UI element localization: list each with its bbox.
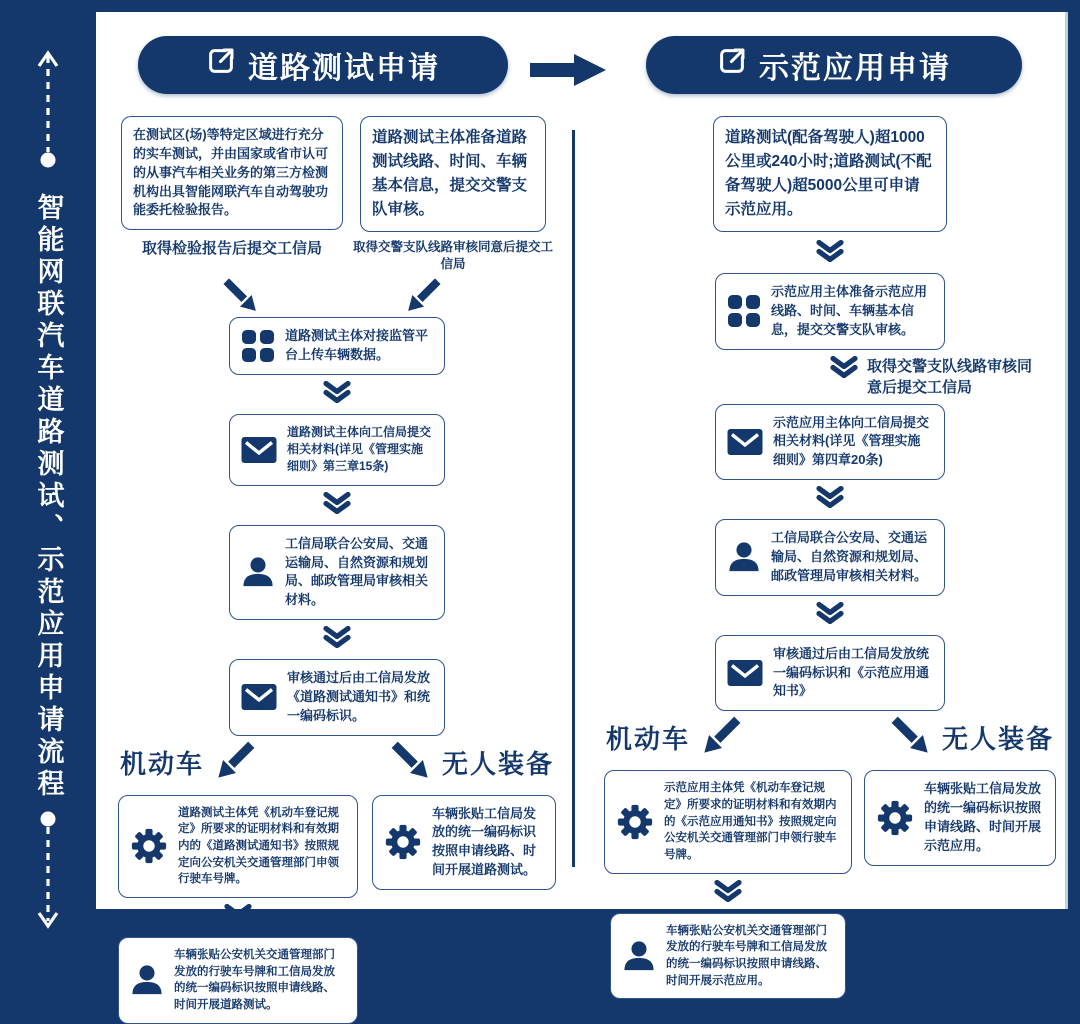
joint-review-step: [229, 525, 445, 620]
unmanned-step: [372, 795, 556, 890]
step-text: 道路测试主体凭《机动车登记规定》所要求的证明材料和有效期内的《道路测试通知书》按照规定向公安机关交通管理部门申领行驶车号牌。: [178, 806, 339, 886]
step-text: 示范应用主体向工信局提交相关材料(详见《管理实施细则》第四章20条): [773, 414, 930, 468]
demo-unmanned-step: [864, 770, 1056, 865]
motor-label: 机动车: [606, 724, 691, 755]
test-report-box: 在测试区(场)等特定区域进行充分的实车测试，并由国家或省市认可的从事汽车相关业务的第三方检测机构出具智能网联汽车自动驾驶功能委托检验报告。: [121, 116, 343, 230]
step-text: 工信局联合公安局、交通运输局、自然资源和规划局、邮政管理局审核相关材料。: [285, 535, 429, 608]
gear-icon: [130, 827, 168, 865]
person-icon: [130, 964, 164, 996]
step-text: 道路测试主体对接监管平台上传车辆数据。: [285, 327, 429, 362]
road-test-header-button[interactable]: [138, 36, 508, 94]
demo-app-column: [604, 116, 1056, 999]
mail-icon: [241, 436, 277, 464]
submit-materials-step: [229, 414, 445, 486]
demo-motor-plate-step: [604, 770, 852, 873]
bottom-row: [604, 770, 1056, 999]
unmanned-label: 无人装备: [941, 724, 1054, 755]
arrow-down-left-icon: [406, 277, 442, 318]
step-text: 车辆张贴工信局发放的统一编码标识按照申请线路、时间开展道路测试。: [432, 805, 537, 878]
arrow-down-right-icon: [390, 740, 430, 785]
demo-joint-review-step: [715, 519, 945, 596]
gear-icon: [876, 799, 914, 837]
motor-plate-step: [118, 795, 358, 898]
right-arrow-icon: [530, 52, 608, 93]
dashed-arrow-down-icon: [33, 809, 63, 936]
prep-row: [121, 116, 553, 273]
unmanned-branch: [890, 715, 1054, 760]
mail-icon: [727, 428, 763, 456]
step-text: 车辆张贴公安机关交通管理部门发放的行驶车号牌和工信局发放的统一编码标识按照申请线路、时间开展道路测试。: [174, 948, 335, 1011]
dashed-arrow-up-icon: [33, 48, 63, 175]
unmanned-label: 无人装备: [441, 748, 554, 779]
report-submit-label: 取得检验报告后提交工信局: [141, 240, 322, 258]
flow-title: 智能网联汽车道路测试、示范应用申请流程: [33, 193, 64, 801]
prep-cell: [353, 116, 553, 273]
arrow-down-left-icon: [702, 715, 742, 760]
step-text: 道路测试主体向工信局提交相关材料(详见《管理实施细则》第三章15条): [287, 424, 432, 474]
demo-app-header-label: 示范应用申请: [759, 52, 951, 85]
step-text: 车辆张贴公安机关交通管理部门发放的行驶车号牌和工信局发放的统一编码标识按照申请线路、时间开展示范应用。: [666, 924, 827, 987]
arrow-down-right-icon: [890, 715, 930, 760]
step-text: 审核通过后由工信局发放统一编码标识和《示范应用通知书》: [773, 645, 930, 699]
prep-cell: [121, 116, 343, 258]
mileage-requirement-box: 道路测试(配备驾驶人)超1000公里或240小时;道路测试(不配备驾驶人)超5000公里可申请示范应用。: [713, 116, 947, 232]
external-link-icon: [206, 46, 236, 84]
motor-branch: [606, 715, 742, 760]
demo-submit-materials-step: [715, 404, 945, 481]
column-divider: [572, 130, 575, 867]
grid-icon: [241, 329, 275, 363]
converging-arrows: [118, 273, 556, 317]
chevron-down-icon: [830, 356, 858, 383]
chevron-down-icon: [714, 880, 742, 907]
chevron-down-icon: [323, 492, 351, 519]
mail-icon: [727, 659, 763, 687]
person-icon: [727, 541, 761, 573]
chevron-down-icon: [224, 904, 252, 931]
bottom-row: [118, 795, 556, 1024]
flowchart-panel: [96, 12, 1068, 1011]
grid-icon: [727, 294, 761, 328]
issue-notice-step: [229, 659, 445, 736]
mail-icon: [241, 683, 277, 711]
demo-prepare-step: [715, 273, 945, 350]
road-test-column: [118, 116, 556, 1024]
motor-sub-column: [118, 795, 358, 1024]
route-prepare-box: 道路测试主体准备道路测试线路、时间、车辆基本信息，提交交警支队审核。: [360, 116, 546, 232]
road-test-header-label: 道路测试申请: [248, 52, 440, 85]
external-link-icon: [717, 46, 747, 84]
chevron-down-icon: [816, 602, 844, 629]
chevron-down-icon: [816, 240, 844, 267]
route-approval-label: 取得交警支队线路审核同意后提交工信局: [867, 357, 1033, 396]
chevron-down-icon: [816, 486, 844, 513]
chevron-down-icon: [323, 381, 351, 408]
route-approval-row: [830, 356, 1056, 398]
motor-label: 机动车: [120, 748, 205, 779]
motor-final-step: [118, 937, 358, 1024]
gear-icon: [384, 823, 422, 861]
arrow-down-right-icon: [222, 277, 258, 318]
route-approve-label: 取得交警支队线路审核同意后提交工信局: [353, 240, 554, 271]
person-icon: [622, 940, 656, 972]
demo-app-header-button[interactable]: [646, 36, 1022, 94]
gear-icon: [616, 803, 654, 841]
branch-row: [604, 711, 1056, 766]
chevron-down-icon: [323, 626, 351, 653]
motor-branch: [120, 740, 256, 785]
demo-issue-notice-step: [715, 635, 945, 712]
step-text: 车辆张贴工信局发放的统一编码标识按照申请线路、时间开展示范应用。: [924, 781, 1042, 853]
unmanned-branch: [390, 740, 554, 785]
step-text: 示范应用主体准备示范应用线路、时间、车辆基本信息，提交交警支队审核。: [771, 284, 928, 337]
demo-motor-final-step: [610, 913, 846, 1000]
arrow-down-left-icon: [216, 740, 256, 785]
step-text: 工信局联合公安局、交通运输局、自然资源和规划局、邮政管理局审核相关材料。: [771, 530, 928, 583]
motor-sub-column: [604, 770, 852, 999]
step-text: 审核通过后由工信局发放《道路测试通知书》和统一编码标识。: [287, 670, 431, 723]
sidebar: [0, 0, 96, 920]
platform-upload-step: [229, 317, 445, 375]
branch-row: [118, 736, 556, 791]
person-icon: [241, 556, 275, 588]
step-text: 示范应用主体凭《机动车登记规定》所要求的证明材料和有效期内的《示范应用通知书》按照规定向公安机关交通管理部门申领行驶车号牌。: [664, 782, 837, 861]
